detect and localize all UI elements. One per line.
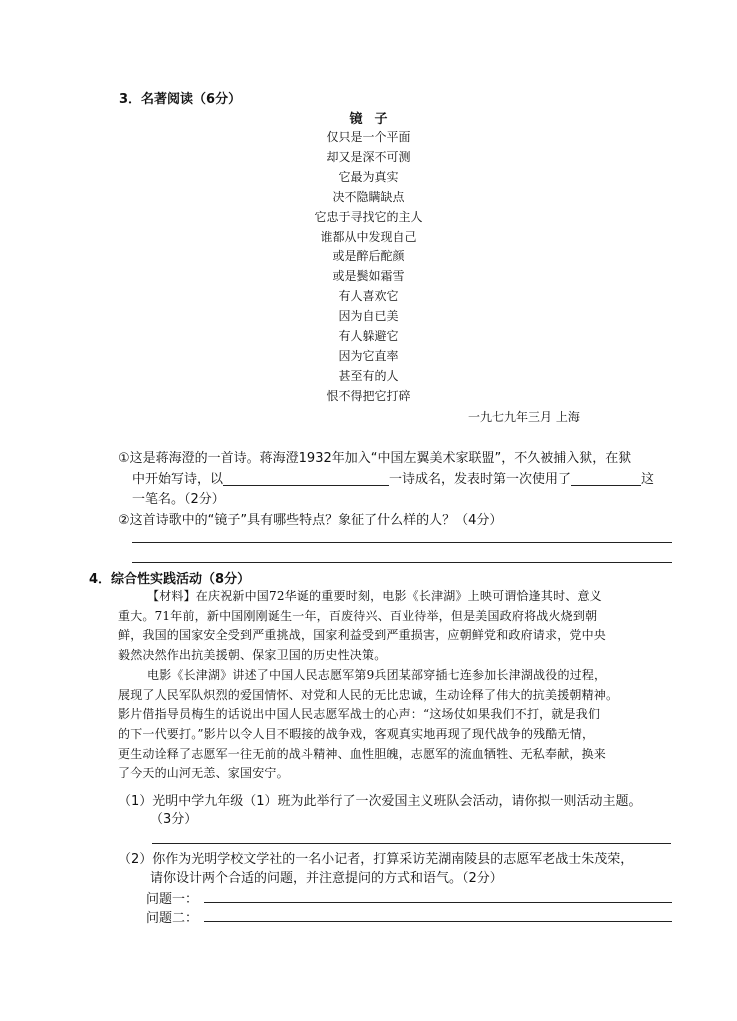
poem-line: 有人喜欢它 <box>338 289 399 304</box>
material-line: 【材料】在庆祝新中国72华诞的重要时刻，电影《长津湖》上映可谓恰逢其时、意义 <box>147 589 602 603</box>
poem-line: 谁都从中发现自己 <box>320 229 417 244</box>
poem-line: 因为自已美 <box>338 309 399 324</box>
question1-label: 问题一： <box>146 892 199 907</box>
poem-line: 仅只是一个平面 <box>326 130 411 144</box>
answer-blank-pen-name[interactable] <box>571 471 641 486</box>
q3-sub1-line2 <box>132 468 654 487</box>
q3-sub2: ②这首诗歌中的“镜子”具有哪些特点？象征了什么样的人？（4分） <box>118 513 503 528</box>
q3-sub1-line3: 一笔名。（2分） <box>132 492 225 507</box>
poem-line: 恨不得把它打碎 <box>326 388 411 403</box>
material-line: 电影《长津湖》讲述了中国人民志愿军第9兵团某部穿插七连参加长津湖战役的过程， <box>147 667 607 682</box>
answer-line-question2[interactable] <box>204 921 672 922</box>
q4-sub2-line1: （2）你作为光明学校文学社的一名小记者，打算采访芜湖南陵县的志愿军老战士朱茂荣， <box>118 852 634 867</box>
answer-line-q3-1[interactable] <box>132 542 672 543</box>
q3-sub1-line1: ①这是蒋海澄的一首诗。蒋海澄1932年加入“中国左翼美术家联盟”，不久被捕入狱，在狱 <box>118 451 632 466</box>
poem-line: 或是醉后酡颜 <box>332 249 405 264</box>
poem-line: 有人躲避它 <box>338 329 399 343</box>
poem-line: 因为它直率 <box>338 348 399 363</box>
poem-line: 却又是深不可测 <box>326 149 411 164</box>
q4-sub1-line1: （1）光明中学九年级（1）班为此举行了一次爱国主义班队会活动，请你拟一则活动主题。 <box>118 794 642 809</box>
question2-label: 问题二： <box>146 911 199 926</box>
poem-line: 它最为真实 <box>338 169 399 184</box>
material-line: 展现了人民军队炽烈的爱国情怀、对党和人民的无比忠诚，生动诠释了伟大的抗美援朝精神。 <box>118 687 619 702</box>
poem-line: 它忠于寻找它的主人 <box>314 209 423 224</box>
poem-line: 决不隐瞒缺点 <box>332 189 405 204</box>
q3-sub1-line2-b: 一诗成名，发表时第一次使用了 <box>389 472 572 487</box>
q3-sub1-line2-a: 中开始写诗，以 <box>132 472 224 487</box>
material-line: 影片借指导员梅生的话说出中国人民志愿军战士的心声：“这场仗如果我们不打，就是我们 <box>118 707 601 722</box>
material-line: 鲜，我国的国家安全受到严重挑战，国家利益受到严重损害，应朝鲜党和政府请求，党中央 <box>118 628 607 643</box>
poem-date: 一九七九年三月 上海 <box>468 410 580 424</box>
q3-title: 3．名著阅读（6分） <box>119 92 242 107</box>
q4-title: 4．综合性实践活动（8分） <box>89 572 251 587</box>
poem-title: 镜子 <box>349 112 400 127</box>
q4-sub2-line2: 请你设计两个合适的问题，并注意提问的方式和语气。（2分） <box>150 871 503 886</box>
poem-line: 或是鬓如霜雪 <box>332 269 405 284</box>
answer-line-theme[interactable] <box>152 843 671 844</box>
material-line: 更生动诠释了志愿军一往无前的战斗精神、血性胆魄，志愿军的流血牺牲、无私奉献，换来 <box>118 746 607 761</box>
material-line: 的下一代要打。”影片以令人目不暇接的战争戏，客观真实地再现了现代战争的残酷无情， <box>118 726 595 741</box>
poem-line: 甚至有的人 <box>338 368 399 383</box>
answer-blank-poem-title[interactable] <box>223 471 389 486</box>
q4-sub1-line2: （3分） <box>150 812 198 827</box>
material-line: 了今天的山河无恙、家国安宁。 <box>118 766 289 781</box>
material-line: 重大。71年前，新中国刚刚诞生一年，百废待兴、百业待举，但是美国政府将战火烧到朝 <box>118 608 598 623</box>
q3-sub1-line2-c: 这 <box>641 472 655 487</box>
answer-line-q3-2[interactable] <box>132 562 672 563</box>
material-line: 毅然决然作出抗美援朝、保家卫国的历史性决策。 <box>118 648 387 663</box>
answer-line-question1[interactable] <box>204 902 672 903</box>
